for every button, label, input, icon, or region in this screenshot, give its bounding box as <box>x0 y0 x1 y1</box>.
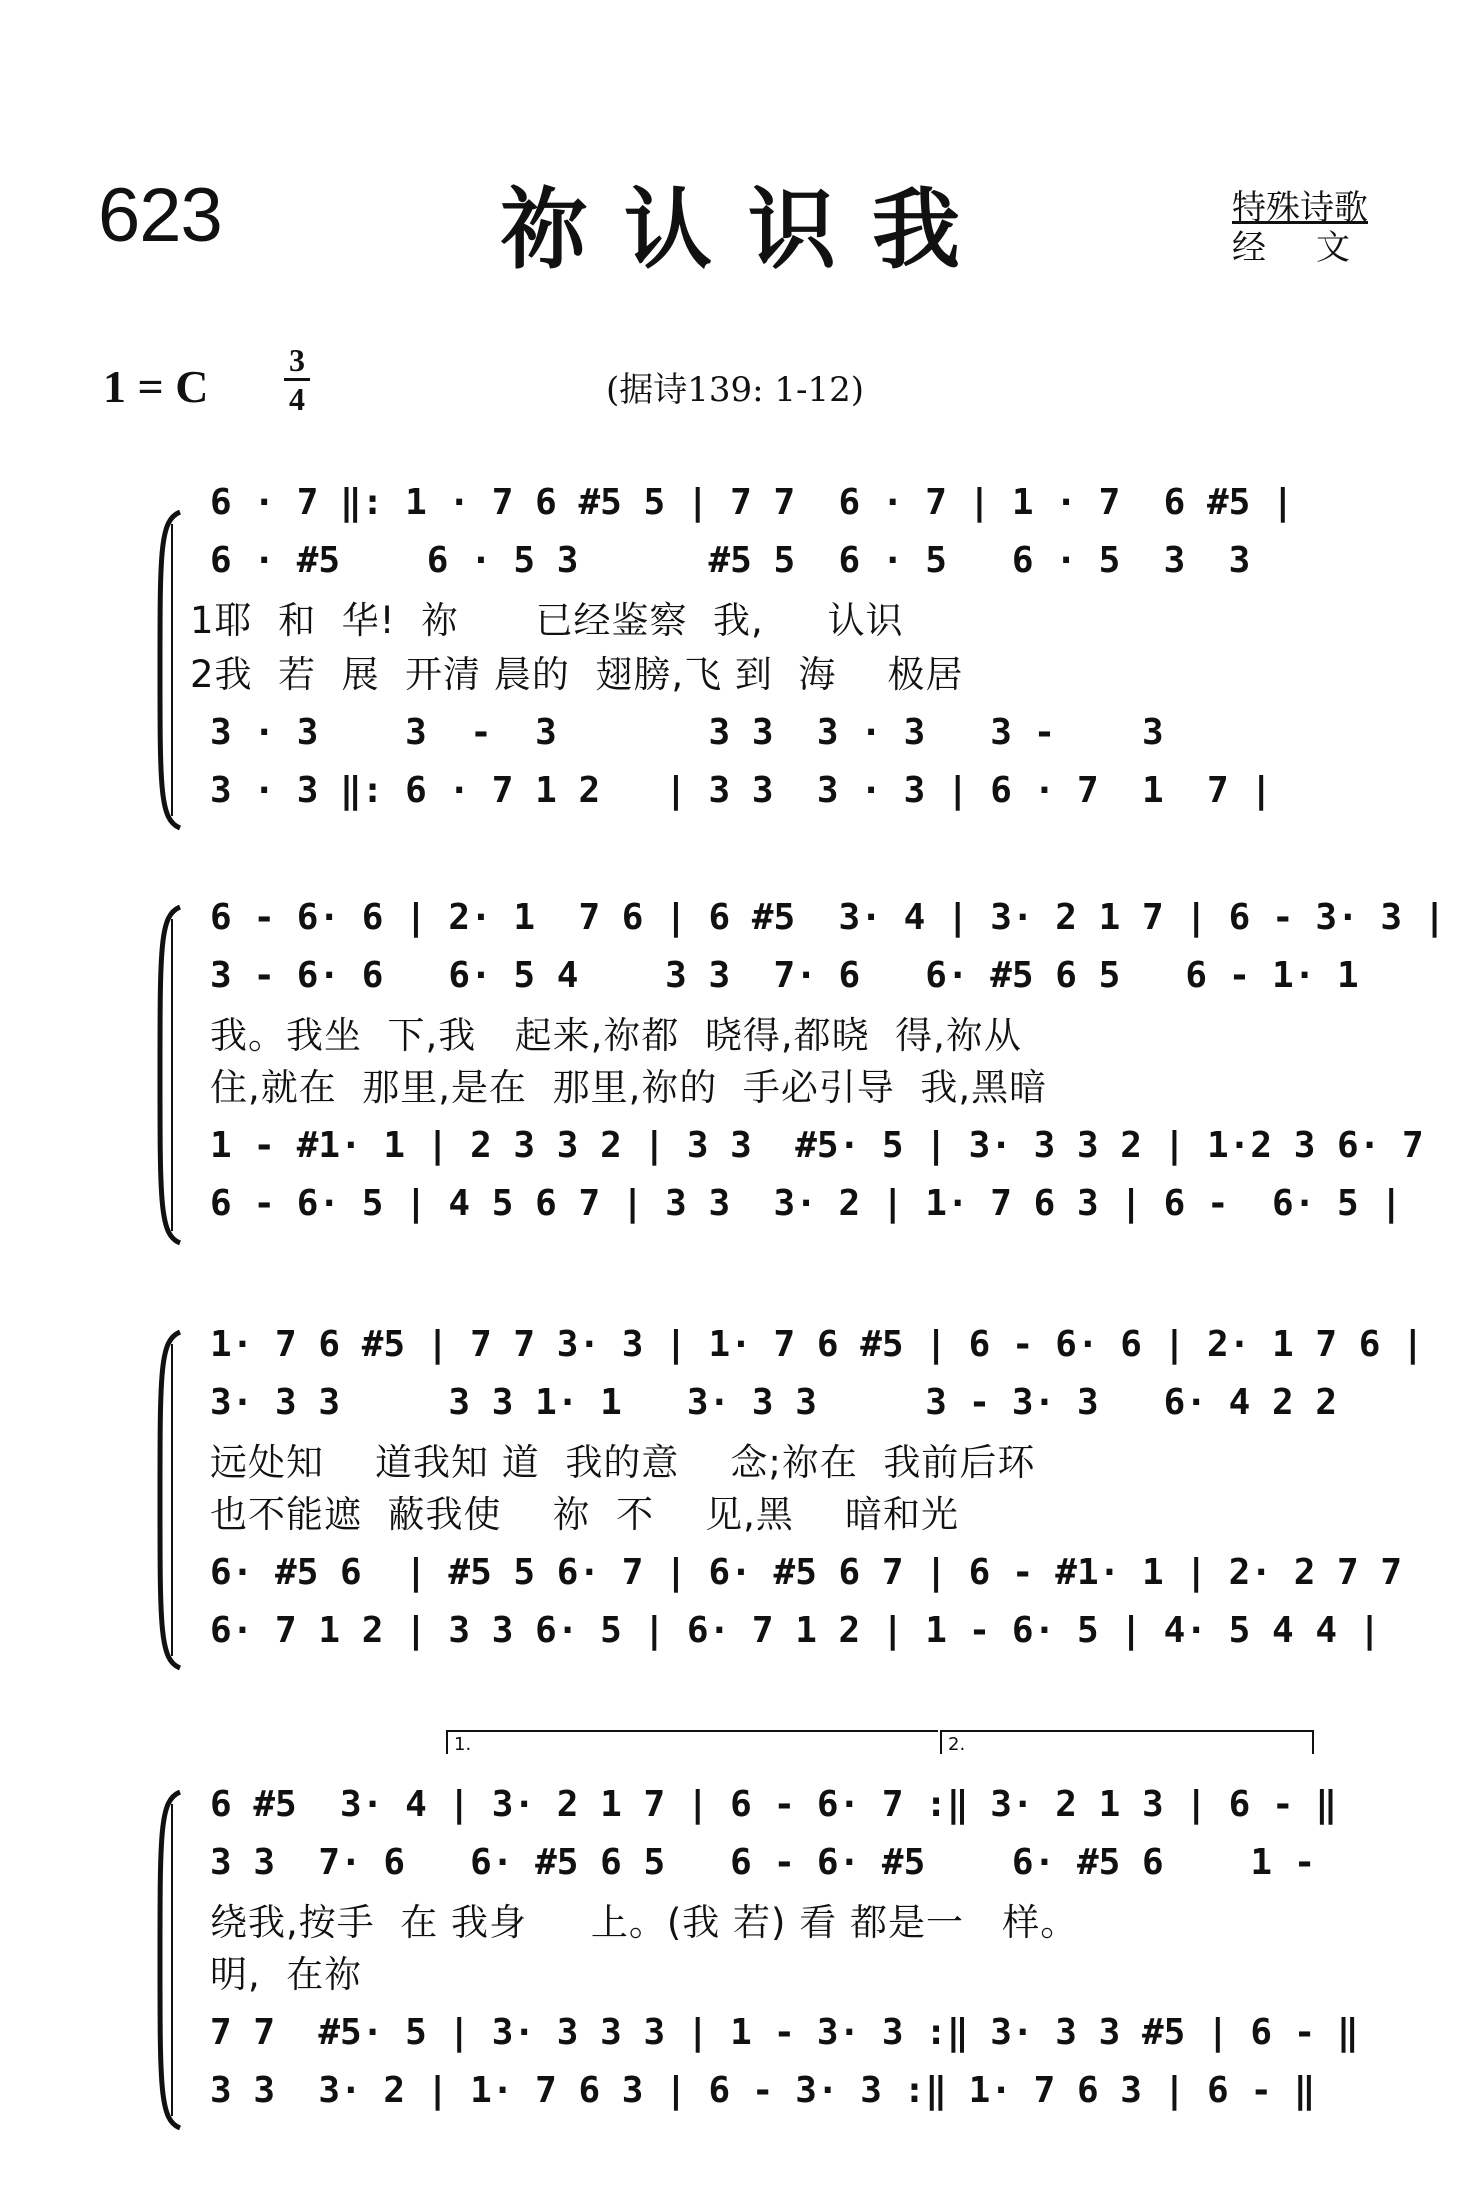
alto-line: 3 3 7· 6 6· #5 6 5 6 - 6· #5 6· #5 6 1 - <box>210 1842 1316 1883</box>
volta-1-label: 1. <box>454 1734 472 1755</box>
bass-line: 3 · 3 ‖: 6 · 7 1 2 | 3 3 3 · 3 | 6 · 7 1 7 | <box>210 770 1273 811</box>
alto-line: 3 - 6· 6 6· 5 4 3 3 7· 6 6· #5 6 5 6 - 1· 1 <box>210 955 1359 996</box>
key-signature: 1 = C <box>103 361 209 412</box>
system-brace <box>150 1790 184 2130</box>
volta-2-label: 2. <box>948 1734 966 1755</box>
bass-line: 6 - 6· 5 | 4 5 6 7 | 3 3 3· 2 | 1· 7 6 3 | 6 - 6· 5 | <box>210 1183 1403 1224</box>
volta-bracket-2 <box>940 1730 1314 1754</box>
alto-line: 6 · #5 6 · 5 3 #5 5 6 · 5 6 · 5 3 3 <box>210 540 1251 581</box>
music-system-3 <box>0 1310 1477 1690</box>
lyric-verse-2: 2我 若 展 开清 晨的 翅膀,飞 到 海 极居 <box>190 653 964 696</box>
hymn-number: 623 <box>98 173 222 258</box>
time-signature-top: 3 <box>289 342 305 378</box>
category-label <box>1232 188 1400 268</box>
system-brace <box>150 510 184 830</box>
tenor-line: 7 7 #5· 5 | 3· 3 3 3 | 1 - 3· 3 :‖ 3· 3 3 #5 | 6 - ‖ <box>210 2012 1359 2053</box>
tenor-line: 3 · 3 3 - 3 3 3 3 · 3 3 - 3 <box>210 712 1164 753</box>
music-system-1 <box>0 470 1477 850</box>
volta-bracket-1 <box>446 1730 938 1754</box>
category-line-1: 特殊诗歌 <box>1232 188 1368 228</box>
music-system-4 <box>0 1720 1477 2140</box>
bass-line: 3 3 3· 2 | 1· 7 6 3 | 6 - 3· 3 :‖ 1· 7 6 3 | 6 - ‖ <box>210 2070 1316 2111</box>
lyric-verse-2: 明, 在祢 <box>210 1953 363 1996</box>
system-brace <box>150 905 184 1245</box>
category-line-2: 经文 <box>1232 228 1400 268</box>
lyric-verse-1: 绕我,按手 在 我身 上。(我 若) 看 都是一 样。 <box>210 1901 1079 1944</box>
bass-line: 6· 7 1 2 | 3 3 6· 5 | 6· 7 1 2 | 1 - 6· 5 | 4· 5 4 4 | <box>210 1610 1381 1651</box>
time-signature-bottom: 4 <box>289 381 305 417</box>
alto-line: 3· 3 3 3 3 1· 1 3· 3 3 3 - 3· 3 6· 4 2 2 <box>210 1382 1338 1423</box>
soprano-line: 6 - 6· 6 | 2· 1 7 6 | 6 #5 3· 4 | 3· 2 1 7 | 6 - 3· 3 | <box>210 897 1446 938</box>
lyric-verse-2: 也不能遮 蔽我使 祢 不 见,黑 暗和光 <box>210 1493 959 1536</box>
soprano-line: 6 #5 3· 4 | 3· 2 1 7 | 6 - 6· 7 :‖ 3· 2 1 3 | 6 - ‖ <box>210 1784 1338 1825</box>
time-signature <box>284 344 310 415</box>
lyric-verse-1: 1耶 和 华! 祢 已经鉴察 我, 认识 <box>190 599 904 642</box>
music-system-2 <box>0 885 1477 1265</box>
tenor-line: 6· #5 6 | #5 5 6· 7 | 6· #5 6 7 | 6 - #1· 1 | 2· 2 7 7 <box>210 1552 1403 1593</box>
soprano-line: 1· 7 6 #5 | 7 7 3· 3 | 1· 7 6 #5 | 6 - 6· 6 | 2· 1 7 6 | <box>210 1324 1424 1365</box>
lyric-verse-2: 住,就在 那里,是在 那里,祢的 手必引导 我,黑暗 <box>210 1066 1048 1109</box>
soprano-line: 6 · 7 ‖: 1 · 7 6 #5 5 | 7 7 6 · 7 | 1 · 7 6 #5 | <box>210 482 1294 523</box>
system-brace <box>150 1330 184 1670</box>
scripture-source: (据诗139: 1-12) <box>606 370 865 410</box>
hymn-title: 祢认识我 <box>500 177 997 281</box>
tenor-line: 1 - #1· 1 | 2 3 3 2 | 3 3 #5· 5 | 3· 3 3 2 | 1·2 3 6· 7 <box>210 1125 1424 1166</box>
lyric-verse-1: 远处知 道我知 道 我的意 念;祢在 我前后环 <box>210 1441 1036 1484</box>
lyric-verse-1: 我。我坐 下,我 起来,祢都 晓得,都晓 得,祢从 <box>210 1014 1022 1057</box>
